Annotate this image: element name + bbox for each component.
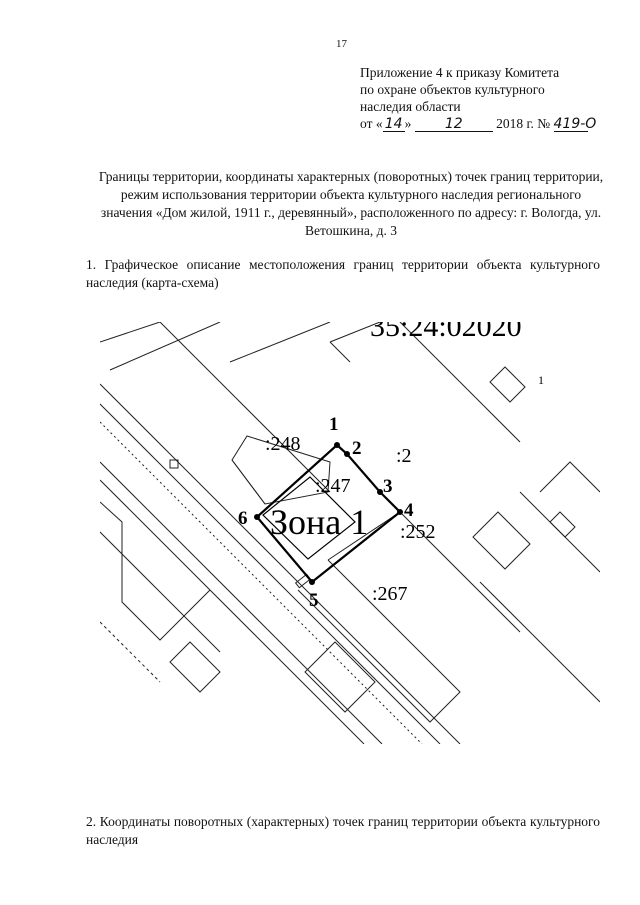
building-outline	[550, 512, 575, 537]
site-map	[100, 322, 600, 749]
block-line	[330, 342, 350, 362]
appendix-date-line	[360, 115, 597, 132]
point-3-label: 3	[383, 476, 393, 497]
partial-mark: 1	[538, 373, 544, 387]
parcel-267-label: :267	[372, 583, 408, 605]
date-year: 2018 г. №	[496, 116, 551, 131]
parcel-247-label: :247	[315, 475, 351, 497]
order-number: 419-О	[553, 116, 597, 132]
point-6-label: 6	[238, 508, 248, 529]
site-map-svg	[100, 322, 600, 744]
block-line	[230, 322, 330, 362]
point-5-marker	[309, 579, 315, 585]
building-outline	[100, 502, 210, 640]
date-month: 12	[415, 117, 493, 132]
point-1-label: 1	[329, 414, 339, 435]
block-line	[480, 582, 600, 702]
building-outline	[540, 462, 600, 492]
document-title: Границы территории, координаты характерных (поворотных) точек границ территории, режим использования территории объекта культурного наследия регионального значения «Дом жилой, 1911 г., деревянный», расположенного по адресу: г. Вологда, ул. Ветошкина, д. 3	[98, 169, 604, 238]
date-prefix: от «	[360, 116, 383, 131]
block-line	[110, 322, 220, 370]
appendix-header	[360, 64, 597, 132]
section-2-heading: 2. Координаты поворотных (характерных) точек границ территории объекта культурного наследия	[86, 814, 600, 847]
zone-1-label: Зона 1	[270, 502, 369, 542]
point-1-marker	[334, 442, 340, 448]
parcel-2-label: :2	[396, 445, 412, 467]
point-6-marker	[254, 514, 260, 520]
section-1-heading: 1. Графическое описание местоположения границ территории объекта культурного наследия (карта-схема)	[86, 257, 600, 290]
street-line	[100, 404, 440, 744]
page-number: 17	[336, 38, 347, 50]
parcel-248-label: :248	[265, 433, 301, 455]
parcel-252-label: :252	[400, 521, 436, 543]
point-4-label: 4	[404, 500, 414, 521]
building-outline	[490, 367, 525, 402]
point-2-label: 2	[352, 438, 362, 459]
block-line	[100, 532, 220, 652]
building-outline	[170, 642, 220, 692]
point-4-marker	[397, 509, 403, 515]
block-line	[100, 322, 160, 342]
appendix-line-1: Приложение 4 к приказу Комитета	[360, 65, 560, 80]
block-line	[160, 322, 330, 492]
date-day: 14	[383, 117, 405, 132]
building-outline	[473, 512, 530, 569]
date-mid: »	[404, 116, 412, 131]
appendix-line-3: наследия области	[360, 99, 461, 114]
cadastral-number-partial: 35:24:02020	[370, 322, 522, 343]
point-2-marker	[344, 451, 350, 457]
point-5-label: 5	[309, 590, 319, 611]
parcel-boundary	[232, 460, 265, 504]
appendix-line-2: по охране объектов культурного	[360, 82, 545, 97]
